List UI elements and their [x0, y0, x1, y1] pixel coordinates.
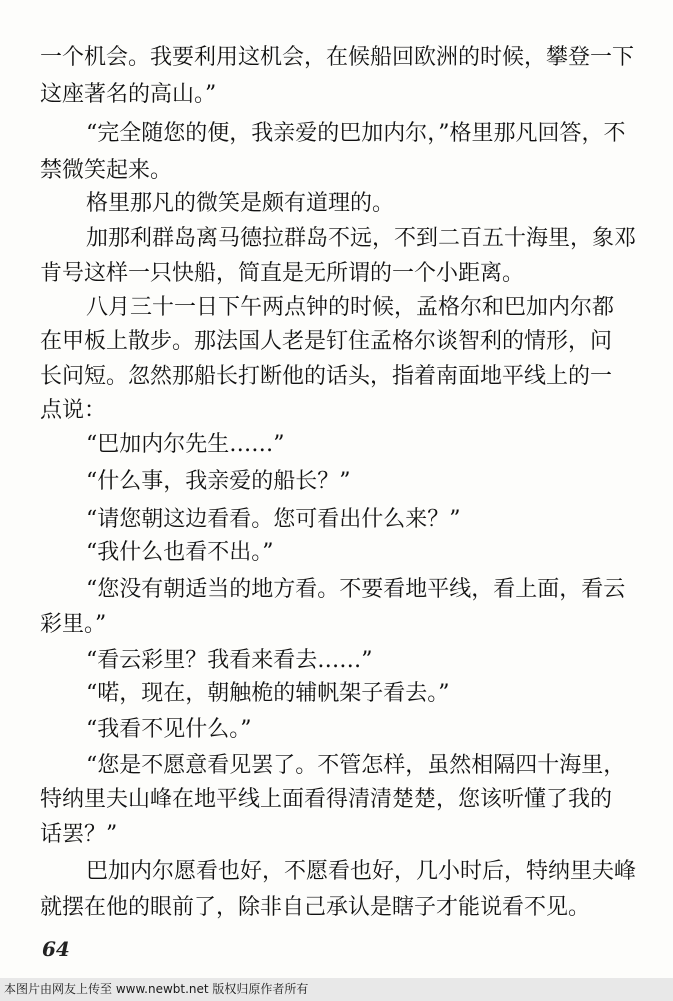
text-line: 巴加内尔愿看也好，不愿看也好，几小时后，特纳里夫峰 — [86, 859, 637, 884]
text-line: 话罢？” — [40, 822, 118, 847]
text-line: 在甲板上散步。那法国人老是钉住孟格尔谈智利的情形，问 — [40, 329, 613, 354]
text-line: “看云彩里？我看来看去……” — [86, 648, 373, 673]
text-line: 禁微笑起来。 — [40, 158, 173, 183]
text-line: “请您朝这边看看。您可看出什么来？” — [86, 507, 461, 532]
text-line: “您是不愿意看见罢了。不管怎样，虽然相隔四十海里， — [86, 753, 626, 778]
text-line: 八月三十一日下午两点钟的时候，孟格尔和巴加内尔都 — [86, 295, 615, 320]
text-line: “喏，现在，朝触桅的辅帆架子看去。” — [86, 681, 450, 706]
text-line: 一个机会。我要利用这机会，在候船回欧洲的时候，攀登一下 — [40, 45, 635, 70]
page-number: 64 — [42, 937, 70, 961]
text-line: 这座著名的高山。” — [40, 82, 217, 107]
text-line: 特纳里夫山峰在地平线上面看得清清楚楚，您该听懂了我的 — [40, 787, 613, 812]
text-line: 长问短。忽然那船长打断他的话头，指着南面地平线上的一 — [40, 364, 613, 389]
text-line: “我什么也看不出。” — [86, 540, 274, 565]
text-line: “完全随您的便，我亲爱的巴加内尔，”格里那凡回答，不 — [86, 121, 626, 146]
text-line: 加那利群岛离马德拉群岛不远，不到二百五十海里，象邓 — [86, 226, 637, 251]
text-line: 彩里。” — [40, 612, 107, 637]
text-line: 就摆在他的眼前了，除非自己承认是瞎子才能说看不见。 — [40, 895, 591, 920]
copyright-notice: 本图片由网友上传至 www.newbt.net 版权归原作者所有 — [4, 982, 309, 996]
text-line: “您没有朝适当的地方看。不要看地平线，看上面，看云 — [86, 577, 626, 602]
text-line: “我看不见什么。” — [86, 717, 252, 742]
text-line: “巴加内尔先生……” — [86, 432, 285, 457]
text-line: “什么事，我亲爱的船长？” — [86, 469, 351, 494]
text-line: 点说： — [40, 398, 107, 423]
text-line: 肯号这样一只快船，简直是无所谓的一个小距离。 — [40, 261, 525, 286]
text-line: 格里那凡的微笑是颇有道理的。 — [86, 191, 395, 216]
